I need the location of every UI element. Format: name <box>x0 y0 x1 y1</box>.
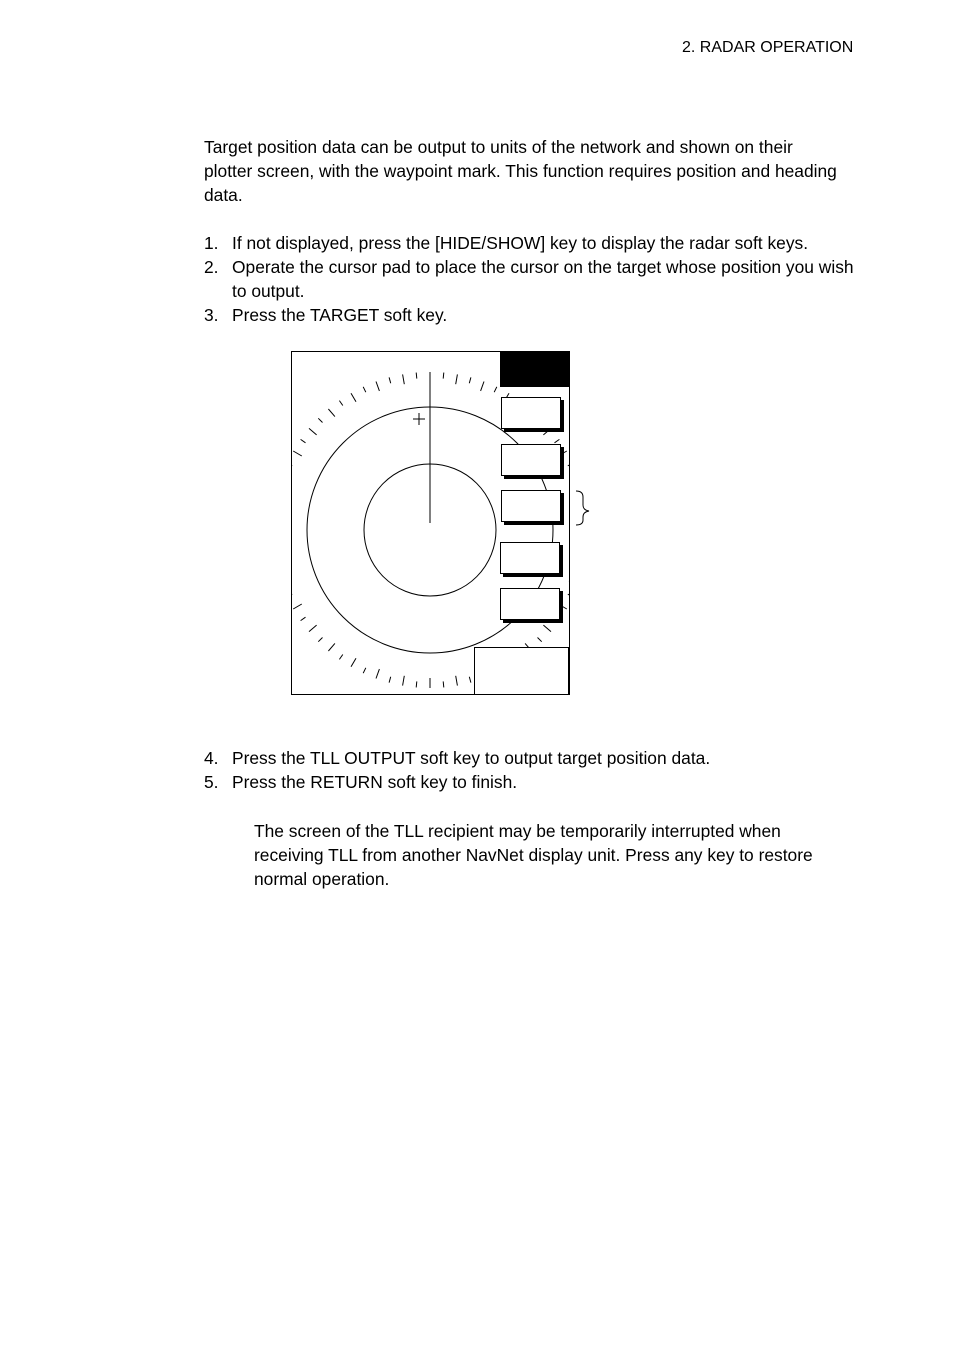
step-text: Press the TARGET soft key. <box>232 305 448 325</box>
radar-screen-figure <box>280 345 600 700</box>
bearing-tick <box>569 581 578 584</box>
bearing-tick <box>280 556 284 558</box>
bearing-tick <box>282 476 291 479</box>
step-text: If not displayed, press the [HIDE/SHOW] key to display the radar soft keys. <box>232 233 809 253</box>
bearing-tick <box>280 569 283 571</box>
soft-key-1[interactable] <box>502 398 565 433</box>
section-header: 2. RADAR OPERATION <box>682 39 854 56</box>
bearing-tick <box>416 681 417 687</box>
bearing-tick <box>577 489 583 491</box>
bearing-tick <box>576 556 586 558</box>
bearing-tick <box>282 581 291 584</box>
bearing-tick <box>581 543 587 544</box>
step-text: Press the TLL OUTPUT soft key to output target position data. <box>232 748 711 768</box>
softkey-title-box <box>500 352 569 387</box>
step-text: Press the RETURN soft key to finish. <box>232 772 518 792</box>
brace-callout <box>576 491 589 525</box>
step-number: 4. <box>204 748 219 768</box>
radar-screen-illustration <box>280 345 600 700</box>
bearing-tick <box>280 489 283 491</box>
soft-key-4[interactable] <box>501 543 564 578</box>
bearing-tick <box>577 569 583 571</box>
step-text: Operate the cursor pad to place the cursor on the target whose position you wish to output. <box>232 257 854 301</box>
soft-key-3[interactable] <box>502 491 565 526</box>
soft-key-5[interactable] <box>501 589 564 624</box>
bearing-tick <box>443 681 444 687</box>
step-number: 1. <box>204 233 219 253</box>
bearing-tick <box>416 373 417 379</box>
bearing-tick <box>576 503 586 505</box>
bearing-tick <box>569 476 578 479</box>
bearing-tick <box>443 373 444 379</box>
soft-key-2[interactable] <box>502 445 565 480</box>
step-number: 5. <box>204 772 219 792</box>
soft-keys <box>501 398 565 624</box>
note-text: The screen of the TLL recipient may be temporarily interrupted when receiving TLL from another NavNet display unit. Press any key to restore normal operation. <box>254 821 813 889</box>
info-box <box>475 648 569 695</box>
intro-paragraph: Target position data can be output to units of the network and shown on their plotter screen, with the waypoint mark. This function requires position and heading data. <box>204 137 837 205</box>
bearing-tick <box>581 516 587 517</box>
step-number: 2. <box>204 257 219 277</box>
bearing-tick <box>280 503 284 505</box>
step-number: 3. <box>204 305 219 325</box>
